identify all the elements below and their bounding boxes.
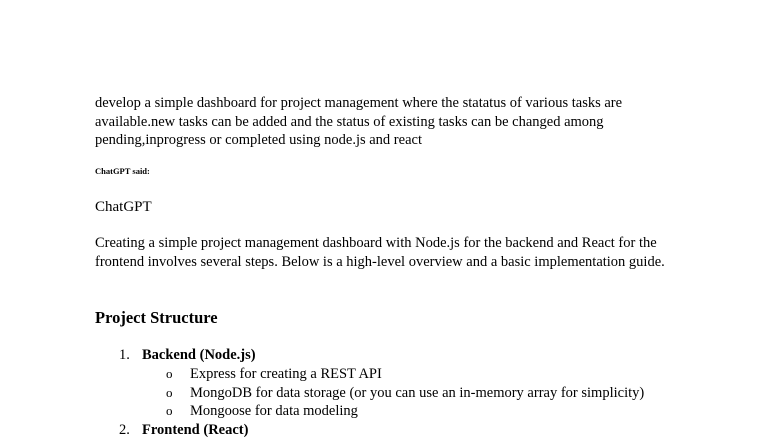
structure-item-number: 1. [119,347,130,363]
structure-item [0,421,784,440]
structure-item-number: 2. [119,421,130,438]
structure-subitem [0,402,784,421]
chatgpt-said-label: ChatGPT said: [95,166,150,176]
section-heading: Project Structure [95,308,218,327]
bullet-marker: o [166,384,173,400]
structure-item [0,346,784,365]
reply-author: ChatGPT [95,199,152,215]
structure-subitem [0,365,784,384]
structure-subitem-text: Express for creating a REST API [190,366,382,382]
bullet-marker: o [166,403,173,418]
structure-subitem-text: MongoDB for data storage (or you can use an in-memory array for simplicity) [190,384,645,401]
reply-intro: Creating a simple project management dashboard with Node.js for the backend and React for the frontend involves several steps. Below is a high-level overview and a basic implementation guide. [95,235,665,270]
structure-subitem [0,384,784,403]
structure-item-label: Backend (Node.js) [142,347,256,363]
structure-list [0,346,784,440]
bullet-marker: o [166,366,173,381]
structure-item-label: Frontend (React) [142,421,249,438]
structure-subitem-text: Mongoose for data modeling [190,403,358,419]
user-prompt: develop a simple dashboard for project management where the statatus of various tasks are available.new tasks can be added and the status of existing tasks can be changed among pending,inprogress or completed using node.js and react [95,95,623,148]
